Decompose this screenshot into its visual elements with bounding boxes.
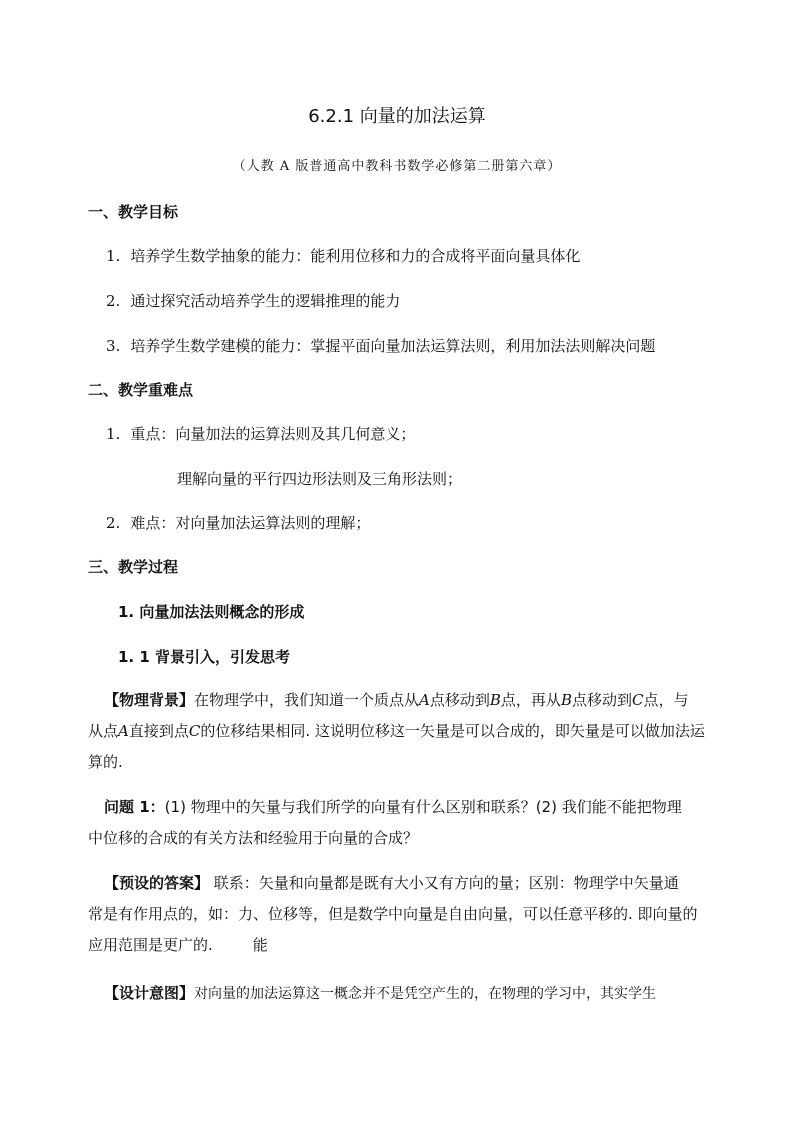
answer-paragraph-line-1 xyxy=(104,873,679,893)
point-label: A xyxy=(419,691,430,709)
text-span: 直接到点 xyxy=(128,722,189,740)
intent-paragraph-line-1 xyxy=(104,983,656,1004)
page-subtitle: （人教 A 版普通高中教科书数学必修第二册第六章） xyxy=(232,159,562,174)
text-span: 点移动到 xyxy=(429,691,490,709)
question-paragraph-line-1 xyxy=(104,797,682,817)
list-text: 难点：对向量加法运算法则的理解； xyxy=(130,514,371,532)
key-point-item-1-continuation: 理解向量的平行四边形法则及三角形法则； xyxy=(177,470,463,488)
page-title: 6.2.1 向量的加法运算 xyxy=(308,106,486,127)
subsection-heading-1-1: 1. 1 背景引入，引发思考 xyxy=(118,648,291,666)
subsection-heading-1: 1. 向量加法法则概念的形成 xyxy=(118,603,305,621)
section-heading-key-points: 二、教学重难点 xyxy=(88,381,194,399)
text-span: 的位移结果相同. 这说明位移这一矢量是可以合成的，即矢量是可以做加法运 xyxy=(200,722,705,740)
point-label: B xyxy=(489,691,501,709)
answer-paragraph-line-3 xyxy=(88,935,268,955)
objective-item-1 xyxy=(106,246,580,266)
text-span: 点，再从 xyxy=(500,691,561,709)
text-span: (1) 物理中的矢量与我们所学的向量有什么区别和联系？(2) 我们能不能把物理 xyxy=(164,798,682,816)
text-span: 点，与 xyxy=(643,691,689,709)
point-label: C xyxy=(188,722,201,740)
text-span: 能 xyxy=(252,936,268,954)
text-span: 从点 xyxy=(88,722,119,740)
physics-paragraph-line-2 xyxy=(88,721,705,741)
point-label: A xyxy=(118,722,129,740)
list-text: 培养学生数学建模的能力：掌握平面向量加法运算法则，利用加法法则解决问题 xyxy=(130,337,656,355)
physics-paragraph-line-1 xyxy=(104,690,688,710)
intent-label: 【设计意图】 xyxy=(104,984,195,1002)
point-label: B xyxy=(560,691,572,709)
text-span: 对向量的加法运算这一概念并不是凭空产生的，在物理的学习中，其实学生 xyxy=(194,986,657,1002)
objective-item-2 xyxy=(106,291,400,311)
list-text: 重点：向量加法的运算法则及其几何意义； xyxy=(130,425,416,443)
list-number: 1. xyxy=(106,425,121,443)
list-number: 2. xyxy=(106,292,121,310)
list-text: 通过探究活动培养学生的逻辑推理的能力 xyxy=(130,292,401,310)
key-point-item-1 xyxy=(106,424,415,444)
physics-label: 【物理背景】 xyxy=(104,691,195,709)
text-span: 应用范围是更广的. xyxy=(88,936,213,954)
question-paragraph-line-2: 中位移的合成的有关方法和经验用于向量的合成？ xyxy=(88,829,419,847)
list-text: 培养学生数学抽象的能力：能利用位移和力的合成将平面向量具体化 xyxy=(130,247,581,265)
point-label: C xyxy=(631,691,644,709)
section-heading-objectives: 一、教学目标 xyxy=(88,203,179,221)
list-number: 2. xyxy=(106,514,121,532)
text-span: 在物理学中，我们知道一个质点从 xyxy=(194,691,420,709)
key-point-item-2 xyxy=(106,513,370,533)
list-number: 1. xyxy=(106,247,121,265)
section-heading-process: 三、教学过程 xyxy=(88,558,179,576)
text-span: 点移动到 xyxy=(571,691,632,709)
text-span: 联系：矢量和向量都是既有大小又有方向的量；区别：物理学中矢量通 xyxy=(209,874,679,892)
question-label: 问题 1： xyxy=(104,798,165,816)
answer-label: 【预设的答案】 xyxy=(104,874,210,892)
list-number: 3. xyxy=(106,337,121,355)
answer-paragraph-line-2: 常是有作用点的，如：力、位移等，但是数学中向量是自由向量，可以任意平移的. 即向量的 xyxy=(88,905,698,923)
objective-item-3 xyxy=(106,336,655,356)
physics-paragraph-line-3: 算的. xyxy=(88,753,123,771)
